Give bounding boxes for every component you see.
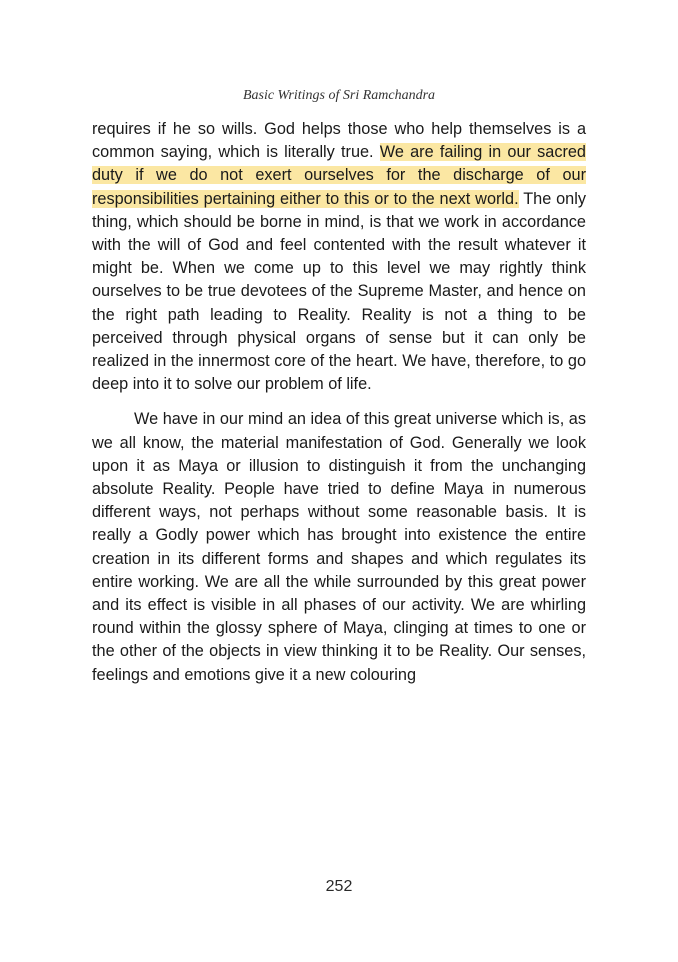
paragraph-2: We have in our mind an idea of this great universe which is, as we all know, the material manifestation of God. Generally we look upon it as Maya or illusion to distinguish it from the unchanging absolute Reality. People have tried to define Maya in numerous different ways, not perhaps without some reasonable basis. It is really a Godly power which has brought into existence the entire creation in its different forms and shapes and which regulates its entire working. We are all the while surrounded by this great power and its effect is visible in all phases of our activity. We are whirling round within the glossy sphere of Maya, clinging at times to one or the other of the objects in view thinking it to be Reality. Our senses, feelings and emotions give it a new colouring	[92, 410, 586, 684]
running-head-title: Basic Writings of Sri Ramchandra	[242, 88, 436, 103]
page-body	[92, 118, 586, 687]
paragraph-1	[92, 118, 586, 396]
paragraph-1-text-after: The only thing, which should be borne in mind, is that we work in accordance with the will of God and feel contented with the result whatever it might be. When we come up to this level we may rightly think ourselves to be true devotees of the Supreme Master, and hence on the right path leading to Reality. Reality is not a thing to be perceived through physical organs of sense but it can only be realized in the innermost core of the heart. We have, therefore, to go deep into it to solve our problem of life.	[92, 189, 586, 394]
highlighted-passage[interactable]: We are failing in our sacred duty if we do not exert ourselves for the discharge of our responsibilities pertaining either to this or to the next world.	[92, 143, 586, 208]
paragraph-1-text-before: requires if he so wills. God helps those who help themselves is a common saying, which is literally true.	[92, 120, 586, 162]
page-number: 252	[325, 878, 353, 895]
